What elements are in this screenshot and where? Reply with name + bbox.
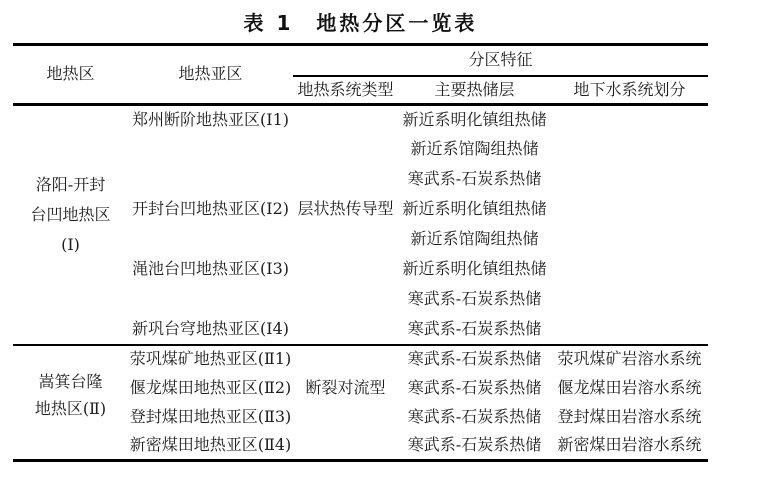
subzone-cell: 偃龙煤田地热亚区(Ⅱ2) (129, 377, 292, 397)
subzone-cell: 荥巩煤矿地热亚区(Ⅱ1) (128, 345, 293, 374)
system-type-cell (293, 105, 398, 135)
system-type-cell (293, 225, 398, 255)
subzone-cell: 郑州断阶地热亚区(Ⅰ1) (132, 110, 289, 130)
zone-label-1 (13, 170, 128, 260)
zone-cell-1 (13, 105, 128, 345)
header-groundwater: 地下水系统划分 (551, 76, 708, 105)
document-page (0, 7, 771, 487)
groundwater-cell (551, 195, 708, 225)
reservoir-cell: 寒武系-石炭系热储 (407, 169, 542, 189)
reservoir-cell: 新近系明化镇组热储 (402, 259, 547, 279)
groundwater-cell (551, 255, 708, 285)
groundwater-cell (551, 105, 708, 135)
zone-label-line: 地热区(Ⅱ) (34, 399, 107, 419)
zone-label-line: 台凹地热区 (30, 204, 111, 224)
table-body (13, 105, 708, 461)
zone-label-2 (13, 368, 128, 422)
system-type-cell (293, 315, 398, 345)
reservoir-cell: 寒武系-石炭系热储 (407, 406, 542, 426)
system-type-cell (293, 255, 398, 285)
groundwater-cell (551, 225, 708, 255)
table-caption: 表 1 地热分区一览表 (243, 11, 478, 35)
header-features-group: 分区特征 (293, 45, 708, 76)
system-type-cell (293, 135, 398, 165)
table-header (13, 45, 708, 105)
header-system-type: 地热系统类型 (293, 76, 398, 105)
groundwater-cell (551, 135, 708, 165)
subzone-cell (128, 285, 293, 315)
system-type-cell: 层状热传导型 (297, 199, 394, 219)
geothermal-zoning-table (13, 43, 708, 462)
reservoir-cell: 寒武系-石炭系热储 (398, 345, 551, 374)
groundwater-cell (551, 315, 708, 345)
zone-cell-2 (13, 345, 128, 461)
subzone-cell: 渑池台凹地热亚区(Ⅰ3) (132, 259, 289, 279)
system-type-cell (293, 432, 398, 461)
header-subzone: 地热亚区 (128, 45, 293, 105)
groundwater-cell (551, 285, 708, 315)
system-type-cell: 断裂对流型 (305, 377, 386, 397)
subzone-cell (128, 165, 293, 195)
system-type-cell (293, 165, 398, 195)
zone-label-line: 洛阳-开封 (35, 174, 106, 194)
subzone-cell: 开封台凹地热亚区(Ⅰ2) (132, 199, 289, 219)
reservoir-cell: 新近系馆陶组热储 (410, 139, 539, 159)
reservoir-cell: 新近系馆陶组热储 (410, 229, 539, 249)
subzone-cell: 新密煤田地热亚区(Ⅱ4) (129, 435, 292, 455)
reservoir-cell: 新近系明化镇组热储 (402, 199, 547, 219)
subzone-cell: 登封煤田地热亚区(Ⅱ3) (129, 406, 292, 426)
groundwater-cell: 新密煤田岩溶水系统 (557, 435, 702, 455)
reservoir-cell: 寒武系-石炭系热储 (407, 318, 542, 338)
groundwater-cell: 登封煤田岩溶水系统 (557, 406, 702, 426)
system-type-cell (293, 345, 398, 374)
subzone-cell (128, 135, 293, 165)
reservoir-cell: 新近系明化镇组热储 (402, 110, 547, 130)
zone-label-line: (Ⅰ) (61, 234, 80, 254)
groundwater-cell: 偃龙煤田岩溶水系统 (557, 377, 702, 397)
table-row (13, 105, 708, 135)
groundwater-cell: 荥巩煤矿岩溶水系统 (551, 345, 708, 374)
reservoir-cell: 寒武系-石炭系热储 (407, 377, 542, 397)
subzone-cell (128, 225, 293, 255)
header-zone: 地热区 (13, 45, 128, 105)
zone-label-line: 嵩箕台隆 (38, 372, 103, 392)
reservoir-cell: 寒武系-石炭系热储 (407, 289, 542, 309)
table-row (13, 345, 708, 374)
subzone-cell: 新巩台穹地热亚区(Ⅰ4) (132, 318, 289, 338)
header-reservoir: 主要热储层 (398, 76, 551, 105)
header-row-1 (13, 45, 708, 76)
reservoir-cell: 寒武系-石炭系热储 (407, 435, 542, 455)
system-type-cell (293, 403, 398, 432)
system-type-cell (293, 285, 398, 315)
groundwater-cell (551, 165, 708, 195)
